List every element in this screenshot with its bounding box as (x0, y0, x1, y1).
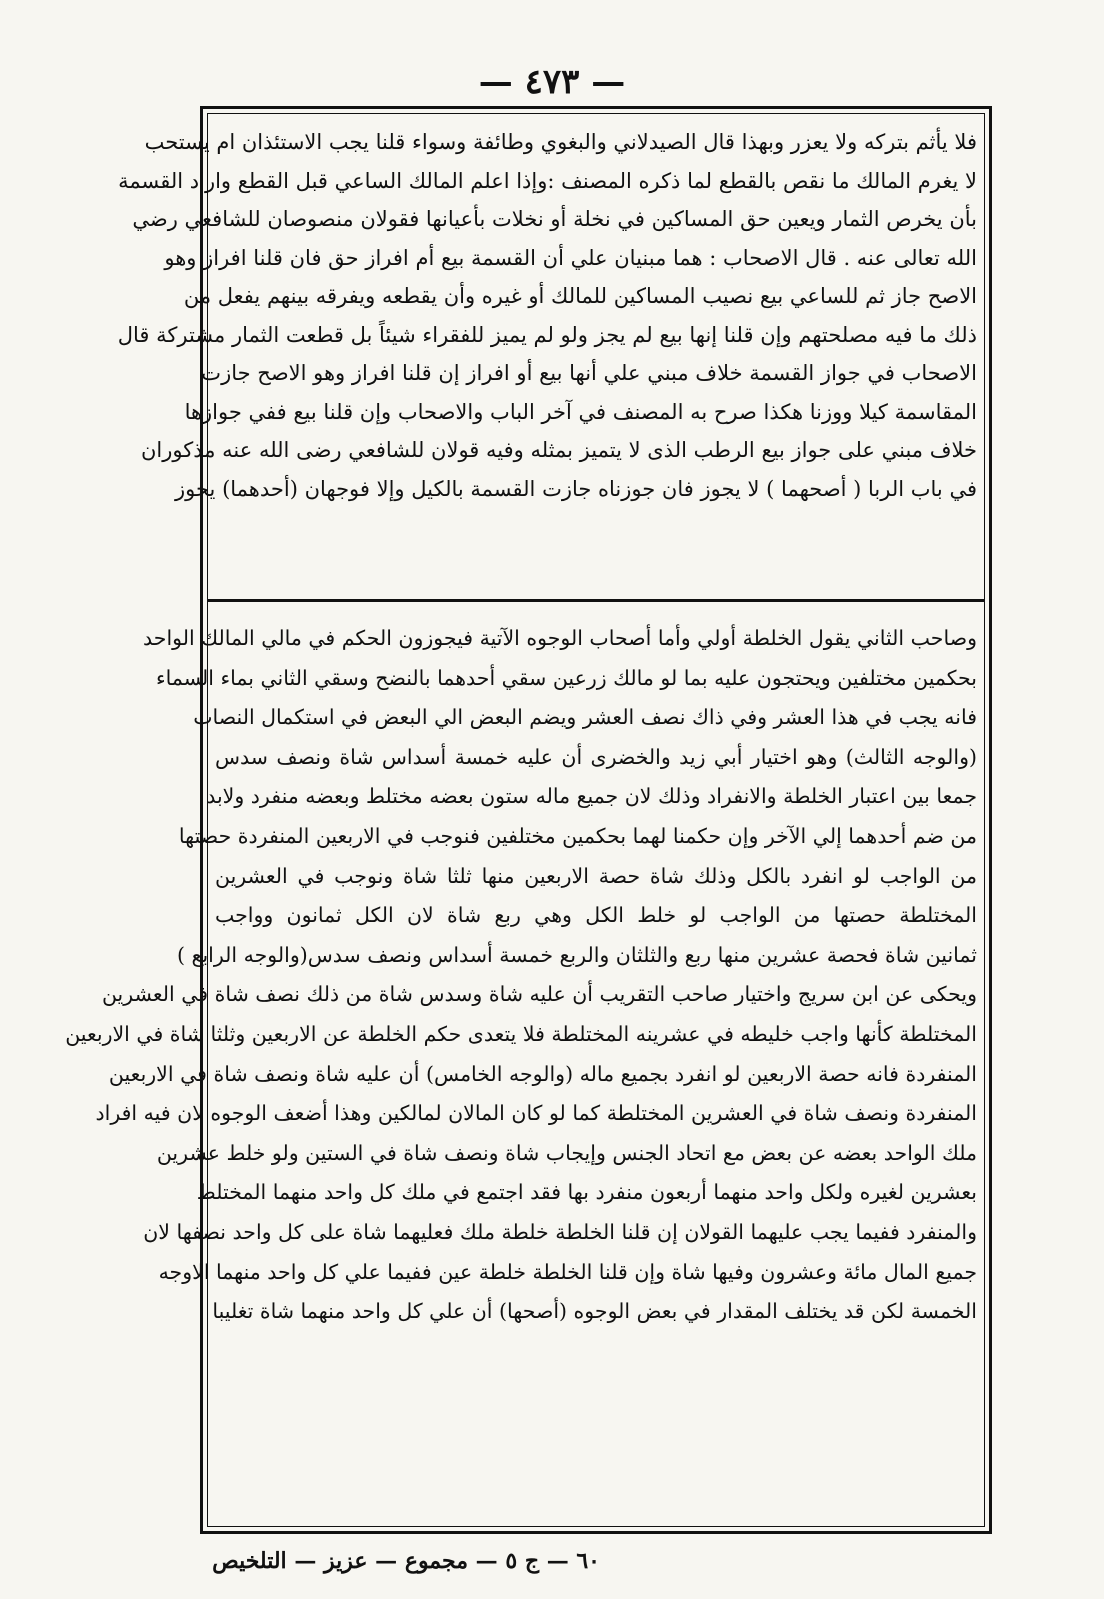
section-divider (207, 599, 985, 602)
text-line: المنفردة فانه حصة الاربعين لو انفرد بجميع ماله (والوجه الخامس) أن عليه شاة ونصف شاة في الاربعين (108, 1061, 977, 1086)
text-line: ثمانين شاة فحصة عشرين منها ربع والثلثان والربع خمسة أسداس ونصف سدس(والوجه الرابع ) (177, 942, 977, 967)
text-line: من الواجب لو انفرد بالكل وذلك شاة حصة الاربعين منها ثلثا شاة ونوجب في العشرين (215, 863, 977, 888)
text-line: في باب الربا ( أصحهما ) لا يجوز فان جوزناه جازت القسمة بالكيل وإلا فوجهان (أحدهما) يجوز (175, 476, 977, 501)
text-line: الاصحاب في جواز القسمة خلاف مبني علي أنها بيع أو افراز إن قلنا افراز وهو الاصح جازت (201, 361, 977, 385)
text-line: خلاف مبني على جواز بيع الرطب الذى لا يتميز بمثله وفيه قولان للشافعي رضى الله عنه مذكوران (140, 438, 977, 462)
text-line: فانه يجب في هذا العشر وفي ذاك نصف العشر ويضم البعض الي البعض في استكمال النصاب (193, 705, 977, 730)
text-line: ملك الواحد بعضه عن بعض مع اتحاد الجنس وإيجاب شاة ونصف شاة في الستين ولو خلط عشرين (156, 1140, 977, 1165)
text-line: ويحكى عن ابن سريج واختيار صاحب التقريب أن عليه شاة وسدس شاة من ذلك نصف شاة في العشرين (101, 982, 977, 1007)
text-line: بحكمين مختلفين ويحتجون عليه بما لو مالك زرعين سقي أحدهما بالنضح وسقي الثاني بماء السماء (156, 665, 977, 690)
text-line: من ضم أحدهما إلي الآخر وإن حكمنا لهما بحكمين مختلفين فنوجب في الاربعين المنفردة حصتها (178, 823, 977, 848)
text-line: فلا يأثم بتركه ولا يعزر وبهذا قال الصيدلاني والبغوي وطائفة وسواء قلنا يجب الاستئذان ام يستحب (144, 130, 977, 154)
text-line: (والوجه الثالث) وهو اختيار أبي زيد والخضرى أن عليه خمسة أسداس شاة ونصف سدس (215, 744, 977, 769)
text-line: ذلك ما فيه مصلحتهم وإن قلنا إنها بيع لم يجز ولو لم يميز للفقراء شيئاً بل قطعت الثمار مشتركة قال (117, 322, 977, 347)
text-line: المختلطة حصتها من الواجب لو خلط الكل وهي ربع شاة لان الكل ثمانون وواجب (215, 903, 977, 928)
main-text (117, 123, 977, 508)
text-line: الخمسة لكن قد يختلف المقدار في بعض الوجوه (أصحها) أن علي كل واحد منهما شاة تغليبا (212, 1299, 977, 1324)
page-number: — ٤٧٣ — (478, 62, 626, 102)
text-line: وصاحب الثاني يقول الخلطة أولي وأما أصحاب الوجوه الآتية فيجوزون الحكم في مالي المالك الواحد (143, 626, 977, 650)
text-line: لا يغرم المالك ما نقص بالقطع لما ذكره المصنف :وإذا اعلم المالك الساعي قبل القطع واراد القسمة (118, 168, 977, 193)
text-line: الاصح جاز ثم للساعي بيع نصيب المساكين للمالك أو غيره وأن يقطعه ويفرقه بينهم يفعل من (183, 284, 977, 308)
text-line: بأن يخرص الثمار ويعين حق المساكين في نخلة أو نخلات بأعيانها فقولان منصوصان للشافعي رضي (132, 207, 977, 231)
text-line: والمنفرد ففيما يجب عليهما القولان إن قلنا الخلطة خلطة ملك فعليهما شاة على كل واحد نصفها لان (143, 1219, 977, 1244)
page-frame (65, 106, 992, 1534)
text-line: المختلطة كأنها واجب خليطه في عشرينه المختلطة فلا يتعدى حكم الخلطة عن الاربعين وثلثا شاة في الاربعين (65, 1021, 977, 1046)
footer-signature: ٦٠ — ج ٥ — مجموع — عزيز — التلخيص (212, 1548, 600, 1574)
text-line: بعشرين لغيره ولكل واحد منهما أربعون منفرد بها فقد اجتمع في ملك كل واحد منهما المختلط (196, 1180, 977, 1205)
text-line: المقاسمة كيلا ووزنا هكذا صرح به المصنف في آخر الباب والاصحاب وإن قلنا بيع ففي جوازها (184, 399, 977, 424)
text-line: المنفردة ونصف شاة في العشرين المختلطة كما لو كان المالان لمالكين وهذا أضعف الوجوه لان فيه افراد (95, 1101, 977, 1126)
text-line: جمعا بين اعتبار الخلطة والانفراد وذلك لان جميع ماله ستون بعضه مختلط وبعضه منفرد ولابد (206, 784, 977, 809)
text-line: جميع المال مائة وعشرون وفيها شاة وإن قلنا الخلطة خلطة عين ففيما علي كل واحد منهما الاوجه (158, 1259, 977, 1284)
commentary-text (65, 619, 977, 1332)
text-line: الله تعالى عنه . قال الاصحاب : هما مبنيان علي أن القسمة بيع أم افراز حق فان قلنا افراز وهو (164, 245, 977, 270)
